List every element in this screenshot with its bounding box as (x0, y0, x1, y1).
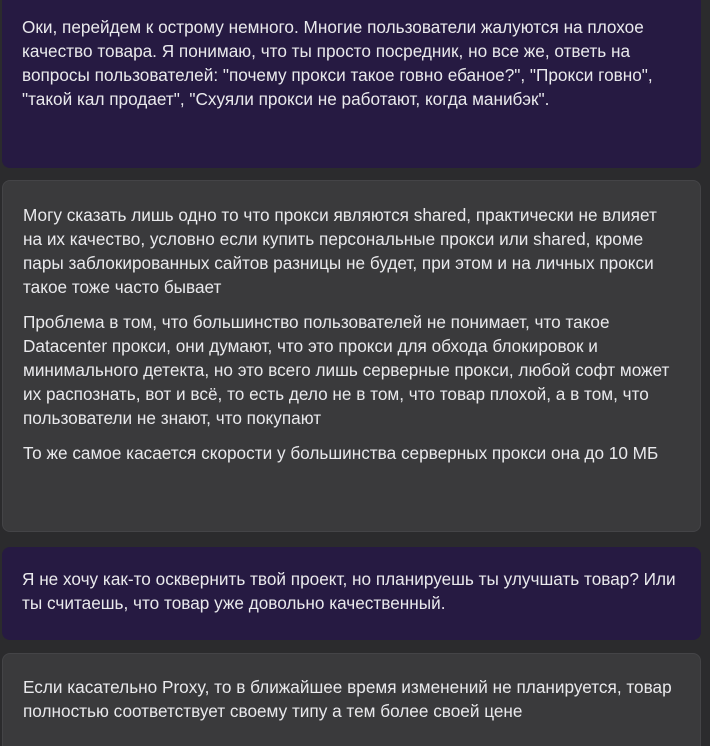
message-text: То же самое касается скорости у большинства серверных прокси она до 10 МБ (23, 443, 659, 463)
message-text: Могу сказать лишь одно то что прокси являются shared, практически не влияет на их качество, условно если купить персональные прокси или shared, кроме пары заблокированных сайтов разницы не будет, при этом и на личных прокси такое тоже часто бывает (23, 205, 657, 297)
message-text: Если касательно Proxy, то в ближайшее время изменений не планируется, товар полностью соответствует своему типу а тем более своей цене (23, 677, 672, 721)
paragraph-gap (23, 430, 680, 441)
message-text: Проблема в том, что большинство пользователей не понимает, что такое Datacenter прокси, они думают, что это прокси для обхода блокировок и минимального детекта, но это всего лишь серверные прокси, любой софт может их распознать, вот и всё, то есть дело не в том, что товар плохой, а в том, что пользователи не знают, что покупают (23, 312, 670, 428)
message-text: Оки, перейдем к острому немного. Многие пользователи жалуются на плохое качество товара. Я понимаю, что ты просто посредник, но все же, ответь на вопросы пользователей: "почему прокси такое говно ебаное?", "Прокси говно", "такой кал продает", "Схуяли прокси не работают, когда манибэк". (22, 17, 653, 109)
user-message (2, 0, 701, 168)
message-text: Я не хочу как-то осквернить твой проект, но планируешь ты улучшать товар? Или ты считаешь, что товар уже довольно качественный. (22, 569, 676, 613)
paragraph-gap (23, 299, 680, 310)
user-message (2, 547, 701, 640)
assistant-message (2, 180, 701, 532)
assistant-message (2, 653, 701, 746)
